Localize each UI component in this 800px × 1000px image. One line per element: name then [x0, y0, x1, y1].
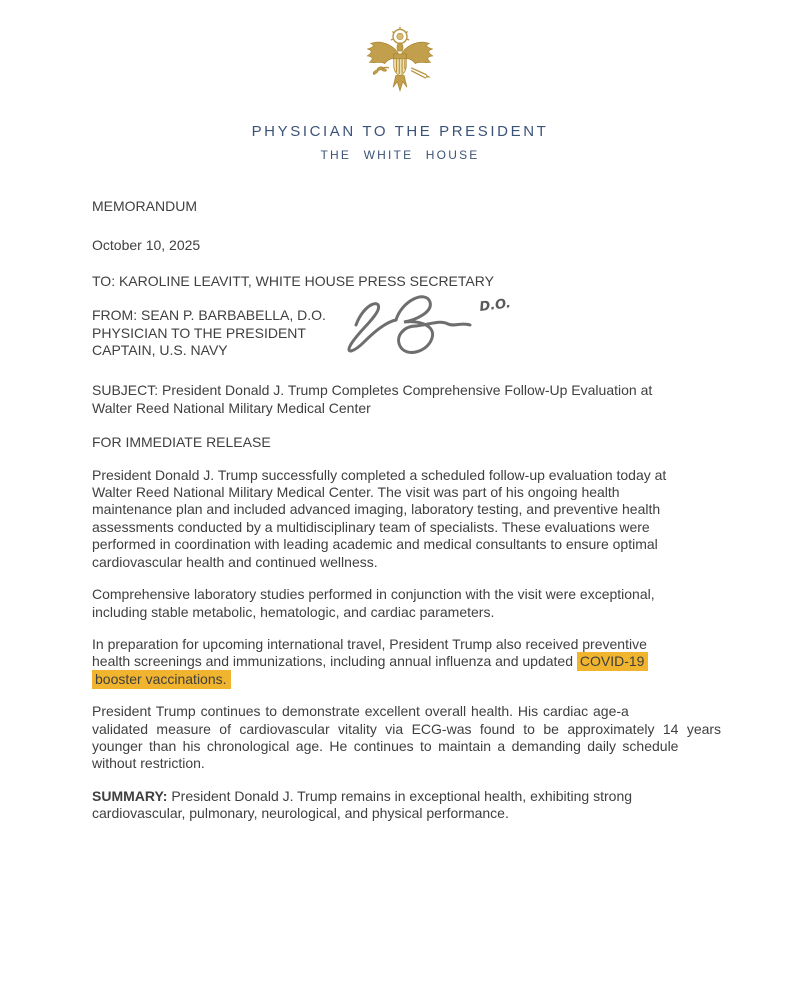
text-line	[92, 671, 716, 688]
paragraph-cardiac-age	[92, 703, 722, 773]
text-segment: President Donald J. Trump remains in exceptional health, exhibiting strong	[167, 787, 633, 804]
paragraph-immunizations	[92, 636, 716, 688]
doc-type-label: MEMORANDUM	[92, 198, 197, 214]
text-line: including stable metabolic, hematologic, and cardiac parameters.	[92, 603, 495, 620]
subject-line: Walter Reed National Military Medical Center	[92, 399, 371, 416]
text-line: younger than his chronological age. He continues to maintain a demanding daily schedule	[92, 737, 679, 754]
memo-from-title: PHYSICIAN TO THE PRESIDENT	[92, 324, 306, 341]
release-line: FOR IMMEDIATE RELEASE	[92, 434, 271, 451]
memo-from-line: FROM: SEAN P. BARBABELLA, D.O.	[92, 307, 326, 324]
text-line	[92, 653, 716, 670]
memo-from-rank: CAPTAIN, U.S. NAVY	[92, 342, 228, 359]
subject-line: SUBJECT: President Donald J. Trump Completes Comprehensive Follow-Up Evaluation at	[92, 382, 653, 399]
memo-body	[92, 198, 722, 823]
presidential-eagle-seal-icon	[358, 26, 442, 104]
text-line: President Trump continues to demonstrate excellent overall health. His cardiac age-a	[92, 703, 629, 720]
signature-do-note: D.O.	[478, 296, 512, 316]
letterhead	[0, 0, 800, 162]
highlighted-text-covid19: COVID-19	[577, 652, 649, 671]
text-line: without restriction.	[92, 755, 205, 772]
letterhead-subtitle: THE WHITE HOUSE	[320, 148, 480, 162]
text-line: performed in coordination with leading academic and medical consultants to ensure optimal	[92, 536, 658, 553]
text-line: validated measure of cardiovascular vitality via ECG-was found to be approximately 14 years	[92, 720, 722, 737]
text-line: cardiovascular, pulmonary, neurological, and physical performance.	[92, 805, 509, 822]
memo-to-line: TO: KAROLINE LEAVITT, WHITE HOUSE PRESS SECRETARY	[92, 272, 494, 289]
text-segment: health screenings and immunizations, including annual influenza and updated	[92, 653, 577, 670]
text-line: cardiovascular health and continued wellness.	[92, 553, 378, 570]
letterhead-title: PHYSICIAN TO THE PRESIDENT	[251, 123, 549, 140]
paragraph-summary	[92, 788, 716, 823]
memo-from-block	[92, 296, 716, 359]
text-line: In preparation for upcoming international travel, President Trump also received preventive	[92, 635, 647, 652]
text-line: maintenance plan and included advanced imaging, laboratory testing, and preventive health	[92, 501, 661, 518]
text-line: Comprehensive laboratory studies performed in conjunction with the visit were exceptional,	[92, 586, 655, 603]
text-line	[92, 788, 716, 805]
text-line: assessments conducted by a multidisciplinary team of specialists. These evaluations were	[92, 518, 650, 535]
memo-date: October 10, 2025	[92, 237, 201, 254]
text-line: President Donald J. Trump successfully completed a scheduled follow-up evaluation today at	[92, 466, 667, 483]
summary-label: SUMMARY:	[92, 787, 168, 804]
memo-subject	[92, 382, 716, 417]
highlighted-text-booster: booster vaccinations.	[92, 670, 231, 689]
paragraph-evaluation	[92, 467, 716, 571]
paragraph-laboratory	[92, 586, 716, 621]
text-line: Walter Reed National Military Medical Center. The visit was part of his ongoing health	[92, 484, 620, 501]
